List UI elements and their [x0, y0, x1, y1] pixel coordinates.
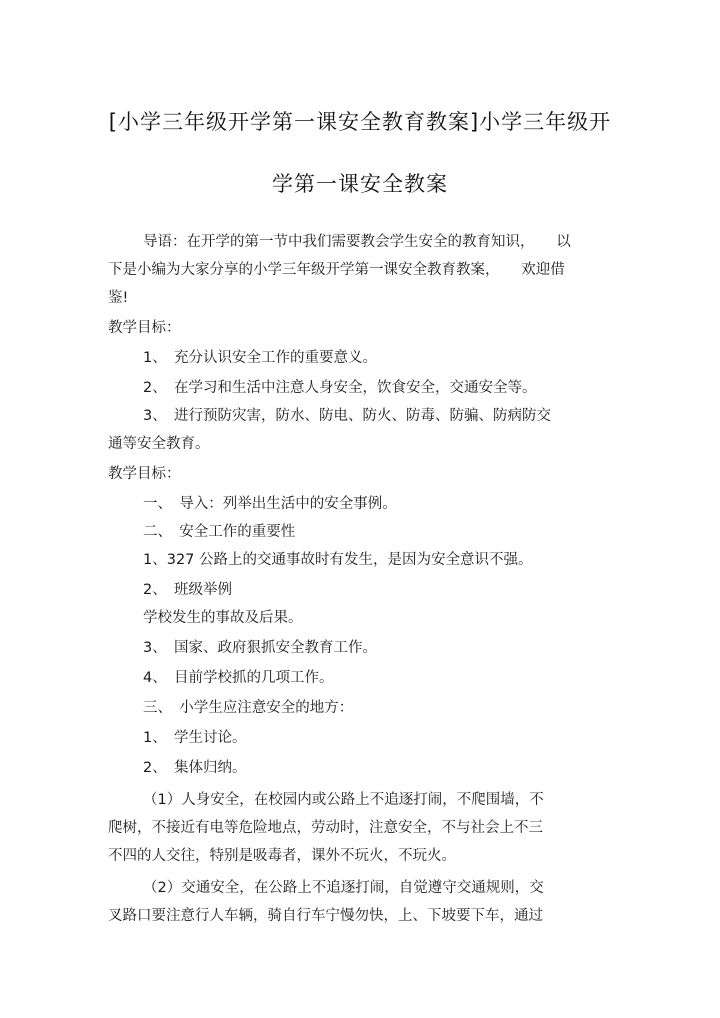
intro-line-2: 下是小编为大家分享的小学三年级开学第一课安全教育教案， 欢迎借 — [108, 262, 565, 278]
goal-item-1: 1、 充分认识安全工作的重要意义。 — [143, 350, 377, 366]
intro-line-1: 导语：在开学的第一节中我们需要教会学生安全的教育知识， 以 — [143, 234, 571, 250]
step-item-6: 3、 国家、政府狠抓安全教育工作。 — [143, 640, 377, 656]
paragraph-1-line-2: 爬树，不接近有电等危险地点，劳动时，注意安全，不与社会上不三 — [108, 820, 543, 836]
paragraph-1-line-1: （1）人身安全，在校园内或公路上不追逐打闹，不爬围墙，不 — [143, 792, 544, 808]
step-item-10: 2、 集体归纳。 — [143, 760, 247, 776]
step-item-5: 学校发生的事故及后果。 — [143, 610, 303, 626]
step-item-2: 二、 安全工作的重要性 — [143, 524, 296, 540]
step-item-1: 一、 导入：列举出生活中的安全事例。 — [143, 496, 397, 512]
document-title-line-2: 学第一课安全教案 — [272, 172, 448, 196]
step-item-3: 1、327 公路上的交通事故时有发生，是因为安全意识不强。 — [143, 552, 533, 568]
goal-item-2: 2、 在学习和生活中注意人身安全，饮食安全，交通安全等。 — [143, 380, 537, 396]
intro-line-3: 鉴! — [108, 290, 129, 306]
goal-item-3: 3、 进行预防灾害，防水、防电、防火、防毒、防骗、防病防交 — [143, 408, 551, 424]
paragraph-2-line-1: （2）交通安全，在公路上不追逐打闹，自觉遵守交通规则，交 — [143, 880, 544, 896]
goal-item-3-continued: 通等安全教育。 — [108, 436, 210, 452]
step-item-7: 4、 目前学校抓的几项工作。 — [143, 670, 334, 686]
paragraph-2-line-2: 叉路口要注意行人车辆，骑自行车宁慢勿快，上、下坡要下车，通过 — [108, 908, 543, 924]
section-heading-goals: 教学目标： — [108, 320, 181, 336]
paragraph-1-line-3: 不四的人交往，特别是吸毒者，课外不玩火，不玩火。 — [108, 848, 456, 864]
step-item-8: 三、 小学生应注意安全的地方： — [143, 700, 354, 716]
step-item-4: 2、 班级举例 — [143, 582, 232, 598]
section-heading-goals-2: 教学目标： — [108, 466, 181, 482]
step-item-9: 1、 学生讨论。 — [143, 730, 247, 746]
document-title-line-1: [小学三年级开学第一课安全教育教案]小学三年级开 — [108, 110, 612, 134]
